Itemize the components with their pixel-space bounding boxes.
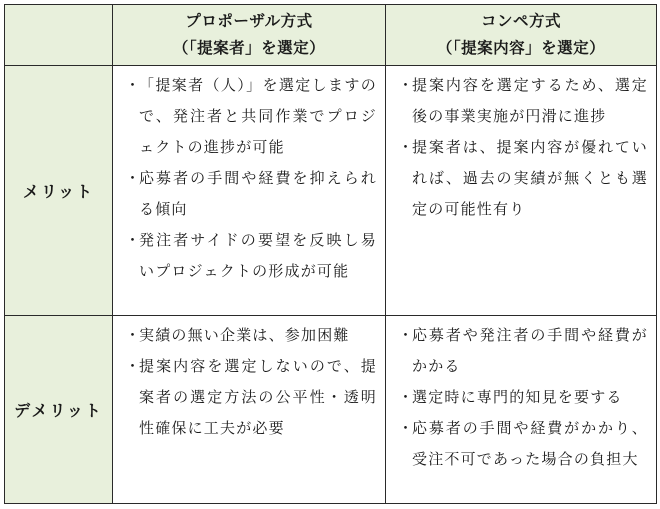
bullet-text: 提案内容を選定しないので、提案者の選定方法の公平性・透明性確保に工夫が必要: [139, 357, 377, 437]
bullet-item: [125, 70, 377, 163]
bullet-item: [398, 382, 648, 413]
bullet-item: [125, 351, 377, 444]
demerit-proposal-list: [113, 316, 385, 444]
row-label-demerit: デメリット: [5, 316, 113, 504]
header-proposal-title: プロポーザル方式: [185, 12, 313, 30]
row-label-merit: メリット: [5, 66, 113, 316]
merit-competition-cell: [386, 66, 657, 316]
merit-competition-list: [386, 66, 656, 225]
bullet-mark: ・: [125, 357, 142, 375]
bullet-item: [398, 132, 648, 225]
merit-row: [5, 66, 657, 316]
header-row: [5, 5, 657, 66]
bullet-mark: ・: [398, 419, 415, 437]
bullet-text: 応募者の手間や経費がかかり、受注不可であった場合の負担大: [412, 419, 648, 468]
demerit-proposal-cell: [113, 316, 386, 504]
comparison-table: [4, 4, 657, 504]
header-competition: [386, 5, 657, 66]
header-proposal: [113, 5, 386, 66]
bullet-text: 提案内容を選定するため、選定後の事業実施が円滑に進捗: [412, 76, 648, 125]
bullet-item: [398, 70, 648, 132]
merit-proposal-list: [113, 66, 385, 287]
bullet-item: [398, 413, 648, 475]
demerit-row: [5, 316, 657, 504]
header-competition-title: コンペ方式: [480, 12, 561, 30]
demerit-competition-cell: [386, 316, 657, 504]
bullet-mark: ・: [125, 326, 142, 344]
bullet-text: 実績の無い企業は、参加困難: [139, 326, 350, 344]
corner-cell: [5, 5, 113, 66]
bullet-item: [125, 225, 377, 287]
bullet-text: 応募者の手間や経費を抑えられる傾向: [139, 169, 377, 218]
bullet-text: 発注者サイドの要望を反映し易いプロジェクトの形成が可能: [139, 231, 377, 280]
bullet-text: 提案者は、提案内容が優れていれば、過去の実績が無くとも選定の可能性有り: [412, 138, 648, 218]
bullet-text: 応募者や発注者の手間や経費がかかる: [412, 326, 648, 375]
bullet-mark: ・: [398, 326, 415, 344]
bullet-mark: ・: [398, 76, 415, 94]
bullet-item: [398, 320, 648, 382]
bullet-mark: ・: [125, 76, 142, 94]
merit-proposal-cell: [113, 66, 386, 316]
bullet-item: [125, 163, 377, 225]
bullet-mark: ・: [125, 169, 142, 187]
bullet-mark: ・: [398, 388, 415, 406]
bullet-text: 「提案者（人）」を選定しますので、発注者と共同作業でプロジェクトの進捗が可能: [139, 76, 377, 156]
demerit-competition-list: [386, 316, 656, 475]
bullet-item: [125, 320, 377, 351]
header-proposal-subtitle: （「提案者」を選定）: [172, 39, 326, 57]
bullet-mark: ・: [398, 138, 415, 156]
header-competition-subtitle: （「提案内容」を選定）: [436, 39, 606, 57]
bullet-mark: ・: [125, 231, 142, 249]
bullet-text: 選定時に専門的知見を要する: [412, 388, 623, 406]
